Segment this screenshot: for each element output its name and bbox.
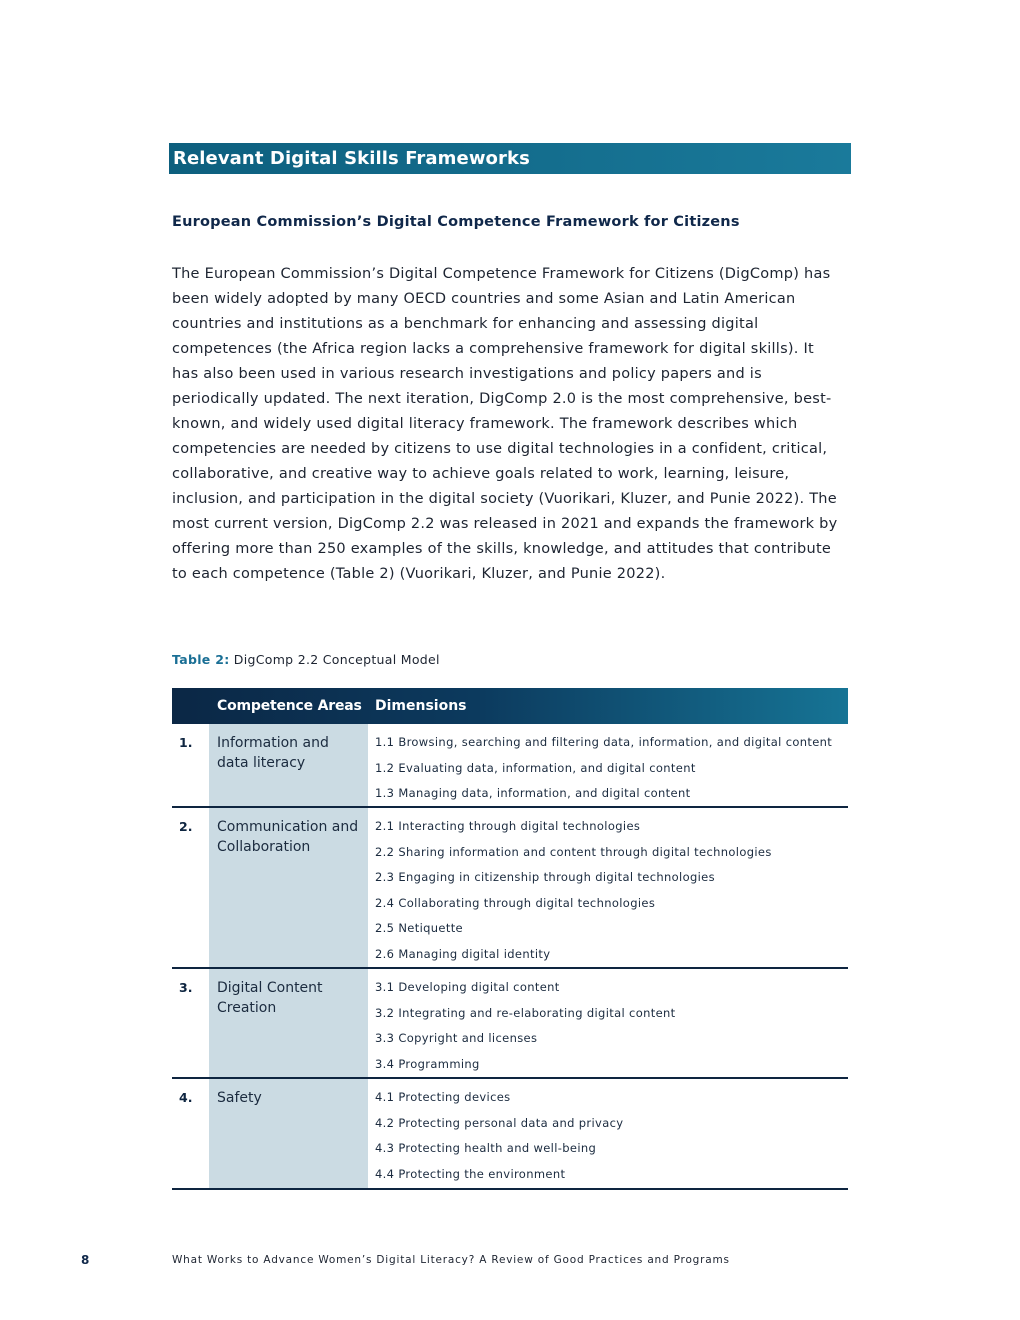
competence-area: Information and data literacy xyxy=(209,724,368,806)
body-paragraph: The European Commission’s Digital Competence Framework for Citizens (DigComp) has been widely adopted by many OECD countries and some Asian and Latin American countries and institutions as a benchmark for enhancing and assessing digital competences (the Africa region lacks a comprehensive framework for digital skills). It has also been used in various research investigations and policy papers and is periodically updated. The next iteration, DigComp 2.0 is the most comprehensive, best-known, and widely used digital literacy framework. The framework describes which competencies are needed by citizens to use digital technologies in a confident, critical, collaborative, and creative way to achieve goals related to work, learning, leisure, inclusion, and participation in the digital society (Vuorikari, Kluzer, and Punie 2022). The most current version, DigComp 2.2 was released in 2021 and expands the framework by offering more than 250 examples of the skills, knowledge, and attitudes that contribute to each competence (Table 2) (Vuorikari, Kluzer, and Punie 2022). xyxy=(172,266,838,582)
row-number: 3. xyxy=(179,980,193,995)
dimension-list xyxy=(368,724,848,806)
dimension-item: 2.1 Interacting through digital technologies xyxy=(375,819,641,833)
dimension-item: 1.3 Managing data, information, and digital content xyxy=(375,786,691,800)
dimension-list xyxy=(368,808,848,967)
table-row xyxy=(172,969,848,1079)
row-number: 2. xyxy=(179,819,193,834)
competence-area: Safety xyxy=(209,1079,368,1188)
dimension-item: 2.3 Engaging in citizenship through digital technologies xyxy=(375,870,715,884)
section-banner xyxy=(169,143,851,174)
dimension-item: 2.4 Collaborating through digital technologies xyxy=(375,895,656,910)
dimension-list xyxy=(368,969,848,1077)
dimension-list xyxy=(368,1079,848,1188)
dimension-item: 2.6 Managing digital identity xyxy=(375,946,551,961)
dimension-item: 3.4 Programming xyxy=(375,1056,480,1071)
dimension-item: 3.2 Integrating and re-elaborating digital content xyxy=(375,1005,676,1020)
table-row xyxy=(172,724,848,808)
table-caption-text: DigComp 2.2 Conceptual Model xyxy=(233,652,440,667)
page-number: 8 xyxy=(81,1253,90,1267)
table-row xyxy=(172,1079,848,1190)
dimension-item: 3.3 Copyright and licenses xyxy=(375,1031,538,1045)
dimension-item: 2.2 Sharing information and content through digital technologies xyxy=(375,844,772,859)
header-number-cell xyxy=(172,688,209,724)
dimension-item: 1.2 Evaluating data, information, and digital content xyxy=(375,760,696,775)
row-number: 1. xyxy=(179,735,193,750)
dimension-item: 3.1 Developing digital content xyxy=(375,980,560,994)
dimension-item: 4.2 Protecting personal data and privacy xyxy=(375,1115,624,1130)
row-number: 4. xyxy=(179,1090,193,1105)
dimension-item: 2.5 Netiquette xyxy=(375,921,463,935)
section-title: Relevant Digital Skills Frameworks xyxy=(173,148,530,169)
competence-area: Communication and Collaboration xyxy=(209,808,368,967)
header-dimensions: Dimensions xyxy=(375,698,467,714)
footer-document-title: What Works to Advance Women’s Digital Literacy? A Review of Good Practices and Programs xyxy=(172,1254,730,1266)
digcomp-table xyxy=(172,688,848,1190)
table-row xyxy=(172,808,848,969)
competence-area: Digital Content Creation xyxy=(209,969,368,1077)
framework-subheading: European Commission’s Digital Competence Framework for Citizens xyxy=(172,214,740,230)
dimension-item: 4.3 Protecting health and well-being xyxy=(375,1141,597,1155)
table-caption xyxy=(172,652,440,667)
dimension-item: 4.4 Protecting the environment xyxy=(375,1166,566,1181)
table-caption-label: Table 2: xyxy=(172,652,230,667)
dimension-item: 4.1 Protecting devices xyxy=(375,1090,511,1104)
dimension-item: 1.1 Browsing, searching and filtering data, information, and digital content xyxy=(375,735,833,749)
header-competence-areas: Competence Areas xyxy=(217,698,362,714)
table-header-row xyxy=(172,688,848,724)
